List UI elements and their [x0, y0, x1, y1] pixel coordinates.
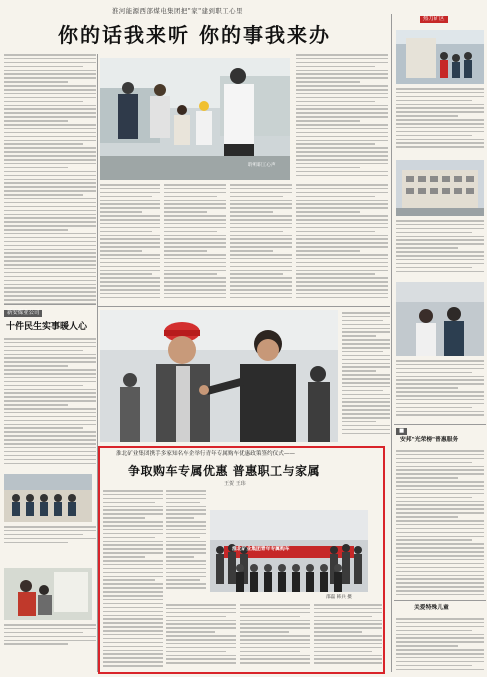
sidebar-text-1: [396, 88, 484, 152]
feature-text-col3: [240, 604, 310, 670]
sidebar-headline-2: 关爱特殊儿童: [414, 605, 449, 611]
left-article-tag: 新安煤业公司: [4, 310, 42, 317]
top-article-photo-caption: 聆听职工心声: [248, 163, 276, 168]
feature-kicker: 淮北矿业集团携手多家知名车企举行青年专属购车优惠政策签约仪式——: [116, 451, 296, 457]
feature-headline: 争取购车专属优惠 普惠职工与家属: [128, 464, 321, 478]
left-article-headline: 十件民生实事暖人心: [6, 322, 88, 332]
top-article-text-col3b: [296, 184, 388, 304]
column-rule-right: [391, 14, 392, 672]
left-photo-caption-2: [4, 624, 96, 672]
sidebar-text-4: [396, 450, 484, 600]
top-article-headline: 你的话我来听 你的事我来办: [58, 23, 331, 47]
sidebar-text-3: [396, 360, 484, 420]
feature-photo-banner: 淮北矿业集团青年专属购车: [232, 547, 290, 552]
helmet-photo-caption: [342, 312, 390, 442]
helmet-photo: [100, 310, 338, 442]
feature-text-col2: [166, 490, 206, 594]
sidebar-text-5: [396, 618, 484, 672]
top-article-photo: [100, 58, 290, 180]
sidebar-photo-3: [396, 282, 484, 356]
left-article-photo-2: [4, 568, 92, 620]
sidebar-photo-1: [396, 30, 484, 84]
feature-byline: 王贺 王玮: [224, 481, 246, 487]
top-article-text-col3: [296, 54, 388, 180]
feature-text-col1: [103, 490, 163, 670]
top-article-text-col1: [4, 54, 96, 304]
feature-photo-credit: 邵磊 韩兵 摄: [326, 595, 352, 600]
left-photo-caption-1: [4, 526, 96, 566]
left-article-text: [4, 338, 96, 468]
sidebar-lower-tag: ■: [396, 428, 407, 435]
middle-divider: [98, 306, 390, 307]
sidebar-tag: 热力矿区: [420, 16, 448, 23]
top-article-text-col2b: [164, 184, 226, 304]
top-article-text-col2c: [230, 184, 292, 304]
sidebar-divider-2: [394, 600, 486, 601]
sidebar-divider: [394, 424, 486, 425]
feature-text-col2b: [166, 604, 236, 670]
top-article-kicker: 淮河能源西部煤电集团把"家"建到职工心里: [112, 7, 243, 15]
sidebar-headline-1: 安邦"光荣榜"普惠服务: [400, 437, 459, 443]
top-article-text-col2a: [100, 184, 160, 304]
sidebar-photo-2: [396, 160, 484, 216]
left-col-divider: [4, 304, 96, 305]
left-article-photo-1: [4, 474, 92, 522]
feature-text-col4: [314, 604, 382, 670]
sidebar-text-2: [396, 220, 484, 276]
